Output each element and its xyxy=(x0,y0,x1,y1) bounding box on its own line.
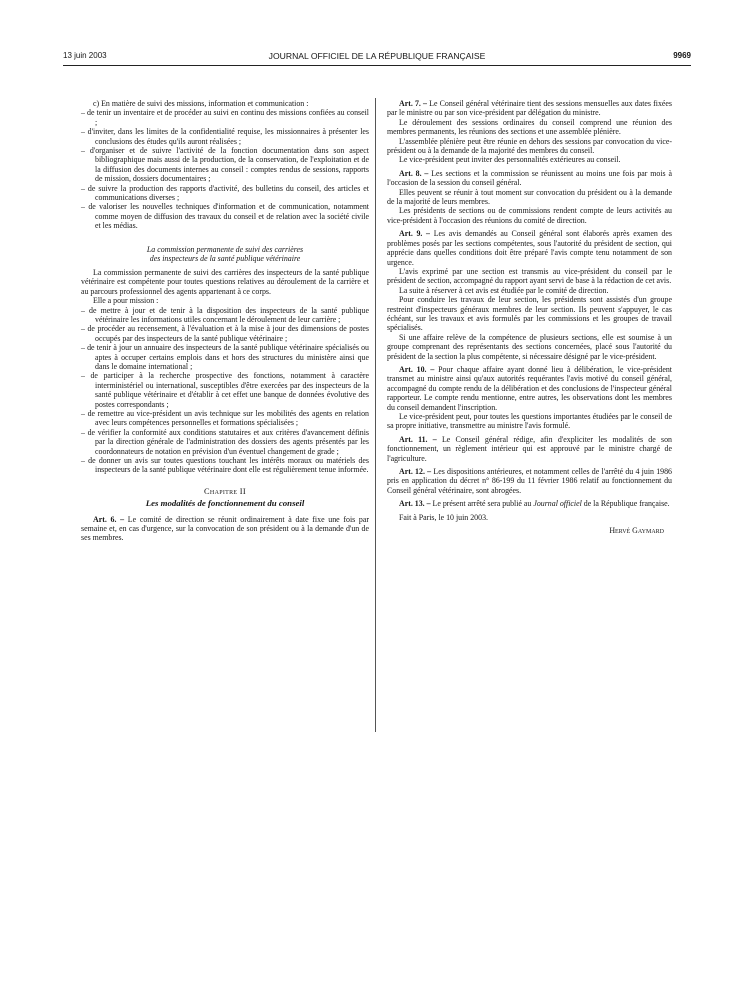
mission-intro: Elle a pour mission : xyxy=(93,296,159,306)
paragraph: La suite à réserver à cet avis est étudiée par le comité de direction. xyxy=(399,285,609,295)
article-label: Art. 12. – xyxy=(399,467,432,477)
article-label: Art. 7. – xyxy=(399,99,427,108)
c-intro: c) En matière de suivi des missions, information et communication : xyxy=(93,99,309,108)
paragraph: Le déroulement des sessions ordinaires du conseil comprend une réunion des membres permanents, les réunions des sections et une assemblée plénière. xyxy=(387,117,672,137)
article-text: Pour chaque affaire ayant donné lieu à délibération, le vice-président transmet au ministre ainsi qu'aux autorités requérantes l'avis motivé du conseil général, accompagné du compte rendu de la délibération et des conclusions de l'inspecteur général rapporteur. Le compte rendu mentionne, entre autres, les observations dont les membres du conseil demandent l'inscription. xyxy=(387,364,672,412)
column-divider xyxy=(375,98,376,732)
list-item: – de vérifier la conformité aux conditions statutaires et aux critères d'avancement définis par la direction générale de l'administration des dossiers des agents présentés par les coordonnateurs de notation en prévision d'un éventuel changement de grade ; xyxy=(81,427,369,456)
header-rule xyxy=(63,65,691,66)
article-9 xyxy=(387,229,672,267)
article-text: Le Conseil général vétérinaire tient des sessions mensuelles aux dates fixées par le ministre ou par son vice-président par délégation du ministre. xyxy=(387,99,672,118)
article-13 xyxy=(387,499,672,508)
paragraph: Le vice-président peut, pour toutes les questions importantes étudiées par le conseil de sa propre initiative, transmettre au ministre l'avis formulé. xyxy=(387,412,672,431)
article-text-pre: Le présent arrêté sera publié au xyxy=(432,499,532,509)
article-text: Les dispositions antérieures, et notamment celles de l'arrêté du 4 juin 1986 pris en application du décret n° 86-199 du 11 février 1986 relatif au fonctionnement du Conseil général vétérinaire, sont abrogées. xyxy=(387,467,672,495)
article-text: Le Conseil général rédige, afin d'expliciter les modalités de son fonctionnement, un règlement intérieur qui est approuvé par le ministre chargé de l'agriculture. xyxy=(387,434,672,463)
article-text-post: de la République française. xyxy=(583,499,670,509)
paragraph: Si une affaire relève de la compétence de plusieurs sections, elle est soumise à un groupe comprenant des représentants des sections concernées, placé sous l'autorité du président de la section la plus compétente, si nécessaire désigné par le vice-président. xyxy=(387,332,672,361)
list-item: – de procéder au recensement, à l'évaluation et à la mise à jour des dimensions de postes occupés par des inspecteurs de la santé publique vétérinaire ; xyxy=(81,324,369,343)
article-label: Art. 9. – xyxy=(399,229,431,239)
chapter-number: Chapitre II xyxy=(204,486,246,496)
list-item: – de participer à la recherche prospective des fonctions, notamment à caractère interministériel ou international, susceptibles d'être exercées par des inspecteurs de la santé publique vétérinaire et d'établir à cet effet une banque de données évolutive des postes correspondants ; xyxy=(81,371,369,409)
article-text: Les sections et la commission se réunissent au moins une fois par mois à l'occasion de la session du conseil général. xyxy=(387,168,672,188)
article-11 xyxy=(387,435,672,463)
paragraph: L'avis exprimé par une section est transmis au vice-président du conseil par le président de section, accompagné du rapport ayant servi de base à la rédaction de cet avis. xyxy=(387,266,672,286)
article-12 xyxy=(387,467,672,495)
article-label: Art. 8. – xyxy=(399,168,429,178)
list-item: – de valoriser les nouvelles techniques d'information et de communication, notamment comme moyen de diffusion des travaux du conseil et de relation avec la société civile et les médias. xyxy=(81,202,369,231)
commission-heading-line-2: des inspecteurs de la santé publique vétérinaire xyxy=(149,254,301,264)
header-page-number: 9969 xyxy=(673,51,691,60)
article-8 xyxy=(387,169,672,188)
article-label: Art. 13. – xyxy=(399,499,431,509)
paragraph: Le vice-président peut inviter des personnalités extérieures au conseil. xyxy=(399,155,621,165)
article-label: Art. 10. – xyxy=(399,364,435,374)
article-10 xyxy=(387,365,672,412)
signatory-name: Hervé Gaymard xyxy=(609,526,664,536)
left-column xyxy=(81,99,369,543)
commission-heading xyxy=(81,245,369,264)
list-item: – d'organiser et de suivre l'activité de la fonction documentation dans son aspect bibliographique mais aussi de la production, de la conservation, de l'exploitation et de la diffusion des documents internes au conseil : comptes rendus de sessions, rapports de mission, dossiers documentaires ; xyxy=(81,146,369,184)
commission-paragraph: La commission permanente de suivi des carrières des inspecteurs de la santé publique vétérinaire est compétente pour toutes questions relatives au déroulement de la carrière et au parcours professionnel des agents appartenant à ce corps. xyxy=(81,267,369,296)
commission-heading-line-1: La commission permanente de suivi des carrières xyxy=(146,244,304,254)
article-6 xyxy=(81,515,369,543)
place-and-date: Fait à Paris, le 10 juin 2003. xyxy=(399,512,488,522)
list-item: – de donner un avis sur toutes questions touchant les intérêts moraux ou matériels des inspecteurs de la santé publique vétérinaire dont elle est régulièrement tenue informée. xyxy=(81,456,369,475)
header-date: 13 juin 2003 xyxy=(63,51,107,60)
journal-officiel-title: Journal officiel xyxy=(533,499,582,509)
list-item: – de mettre à jour et de tenir à la disposition des inspecteurs de la santé publique vétérinaire les informations utiles concernant le déroulement de leur carrière ; xyxy=(81,305,369,324)
article-text: Les avis demandés au Conseil général sont élaborés après examen des problèmes posés par les sections compétentes, sous l'autorité du président de section, qui apprécie dans quelles conditions doit être préparé l'avis compte tenu notamment de son urgence. xyxy=(387,229,672,267)
header-title: JOURNAL OFFICIEL DE LA RÉPUBLIQUE FRANÇAISE xyxy=(268,51,486,61)
article-label: Art. 11. – xyxy=(399,434,437,444)
page-header xyxy=(63,51,691,65)
paragraph: Les présidents de sections ou de commissions rendent compte de leurs activités au vice-président à l'occasion des réunions du comité de direction. xyxy=(387,206,672,225)
paragraph: L'assemblée plénière peut être réunie en dehors des sessions par convocation du vice-président ou à la demande de la majorité des membres du conseil. xyxy=(387,136,672,156)
paragraph: Elles peuvent se réunir à tout moment sur convocation du président ou à la demande de la majorité de leurs membres. xyxy=(387,187,672,207)
article-text: Le comité de direction se réunit ordinairement à date fixe une fois par semaine et, en cas d'urgence, sur la convocation de son président ou à la demande d'un de ses membres. xyxy=(81,514,369,543)
right-column xyxy=(387,99,672,535)
list-item: – de suivre la production des rapports d'activité, des bulletins du conseil, des articles et communications diverses ; xyxy=(81,183,369,203)
chapter-title: Les modalités de fonctionnement du conseil xyxy=(145,498,305,509)
paragraph: Pour conduire les travaux de leur section, les présidents sont assistés d'un groupe restreint d'inspecteurs généraux membres de leur section. Ils peuvent s'appuyer, le cas échéant, sur les travaux et avis formulés par les commissions et les groupes de travail spécialisés. xyxy=(387,295,672,333)
article-label: Art. 6. – xyxy=(93,514,125,524)
list-item: – de tenir un inventaire et de procéder au suivi en continu des missions confiées au conseil ; xyxy=(81,108,369,127)
list-item: – d'inviter, dans les limites de la confidentialité requise, les missionnaires à présenter les conclusions des études qu'ils auront réalisées ; xyxy=(81,127,369,146)
list-item: – de tenir à jour un annuaire des inspecteurs de la santé publique vétérinaire spécialisés ou aptes à occuper certains emplois dans et hors des structures du ministère ainsi que dans le domaine international ; xyxy=(81,343,369,371)
list-item: – de remettre au vice-président un avis technique sur les mobilités des agents en relation avec leurs compétences personnelles et formations spécialisées ; xyxy=(81,408,369,428)
article-7 xyxy=(387,99,672,118)
